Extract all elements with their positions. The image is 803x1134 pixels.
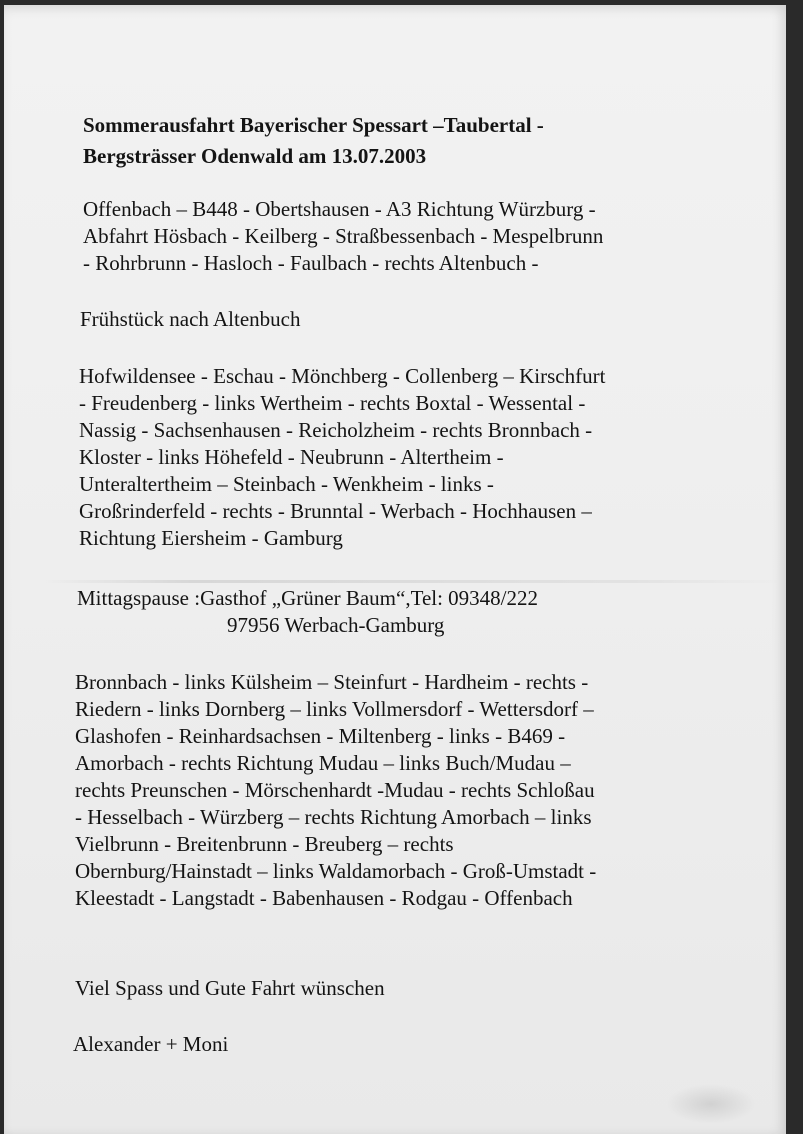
- route-line: Richtung Eiersheim - Gamburg: [79, 526, 343, 550]
- route-line: rechts Preunschen - Mörschenhardt -Mudau - rechts Schloßau: [75, 778, 595, 802]
- lunch-address: 97956 Werbach-Gamburg: [227, 613, 445, 637]
- breakfast-line: Frühstück nach Altenbuch: [80, 307, 301, 331]
- lunch-stop: [77, 585, 538, 639]
- document-title: [83, 110, 544, 172]
- smudge-mark: [666, 1084, 756, 1124]
- lunch-line: Mittagspause :Gasthof „Grüner Baum“,Tel: 09348/222: [77, 586, 539, 610]
- route-line: Großrinderfeld - rechts - Brunntal - Werbach - Hochhausen –: [79, 499, 592, 523]
- route-section-3: [75, 669, 596, 912]
- closing-wish: [75, 975, 385, 1002]
- route-line: Obernburg/Hainstadt – links Waldamorbach - Groß-Umstadt -: [75, 859, 597, 883]
- wish-line: Viel Spass und Gute Fahrt wünschen: [75, 976, 385, 1000]
- signature: [73, 1031, 228, 1058]
- breakfast-note: [80, 306, 300, 333]
- title-line: Bergsträsser Odenwald am 13.07.2003: [83, 144, 427, 168]
- route-line: Offenbach – B448 - Obertshausen - A3 Richtung Würzburg -: [83, 197, 596, 221]
- paper-sheet: [4, 5, 786, 1134]
- title-line: Sommerausfahrt Bayerischer Spessart –Taubertal -: [83, 113, 544, 137]
- signature-line: Alexander + Moni: [73, 1032, 229, 1056]
- route-line: Amorbach - rechts Richtung Mudau – links Buch/Mudau –: [75, 751, 571, 775]
- route-line: Riedern - links Dornberg – links Vollmersdorf - Wettersdorf –: [75, 697, 594, 721]
- route-line: Bronnbach - links Külsheim – Steinfurt - Hardheim - rechts -: [75, 670, 589, 694]
- route-line: Vielbrunn - Breitenbrunn - Breuberg – rechts: [75, 832, 454, 856]
- route-line: Hofwildensee - Eschau - Mönchberg - Collenberg – Kirschfurt: [79, 364, 606, 388]
- route-line: - Rohrbrunn - Hasloch - Faulbach - rechts Altenbuch -: [83, 251, 539, 275]
- route-section-2: [79, 363, 605, 552]
- route-line: - Freudenberg - links Wertheim - rechts Boxtal - Wessental -: [79, 391, 586, 415]
- fold-crease: [44, 580, 784, 583]
- route-line: Kloster - links Höhefeld - Neubrunn - Altertheim -: [79, 445, 504, 469]
- route-line: Nassig - Sachsenhausen - Reicholzheim - rechts Bronnbach -: [79, 418, 593, 442]
- route-section-1: [83, 196, 603, 277]
- route-line: Kleestadt - Langstadt - Babenhausen - Rodgau - Offenbach: [75, 886, 573, 910]
- route-line: Glashofen - Reinhardsachsen - Miltenberg - links - B469 -: [75, 724, 566, 748]
- route-line: - Hesselbach - Würzberg – rechts Richtung Amorbach – links: [75, 805, 592, 829]
- route-line: Abfahrt Hösbach - Keilberg - Straßbessenbach - Mespelbrunn: [83, 224, 604, 248]
- route-line: Unteraltertheim – Steinbach - Wenkheim - links -: [79, 472, 494, 496]
